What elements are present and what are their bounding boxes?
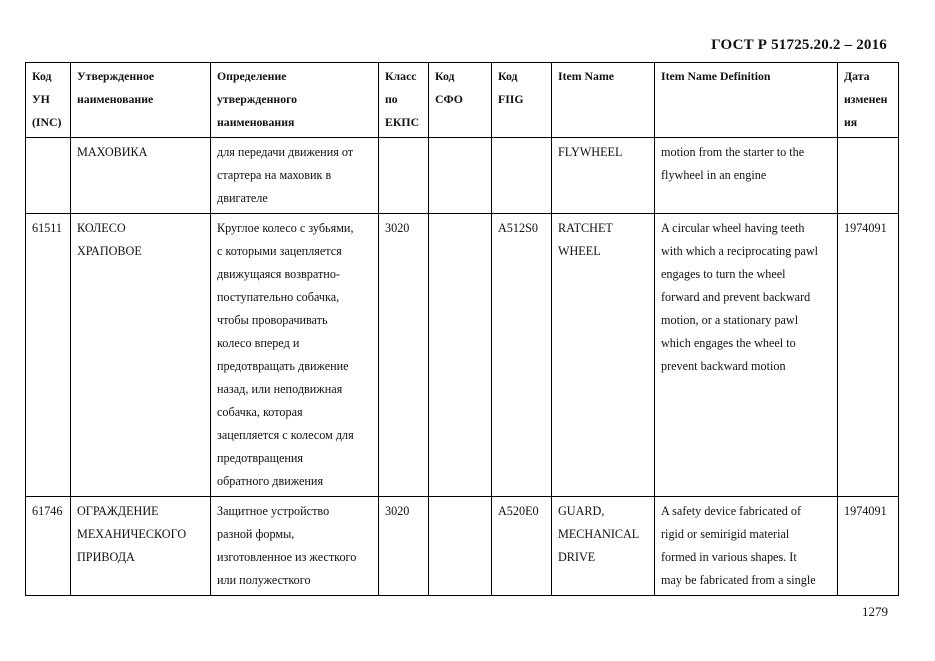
cell-inc (26, 138, 71, 214)
cell-item-name-definition: A circular wheel having teeth with which a reciprocating pawl engages to turn the wheel forward and prevent backward motion, or a stationary pawl which engages the wheel to prevent backward motion (655, 214, 838, 497)
table-row (26, 138, 899, 214)
cell-fiig: A512S0 (492, 214, 552, 497)
cell-change-date (838, 138, 899, 214)
document-header: ГОСТ Р 51725.20.2 – 2016 (711, 37, 887, 53)
table-row (26, 497, 899, 596)
cell-item-name: GUARD, MECHANICAL DRIVE (552, 497, 655, 596)
cell-approved-name: КОЛЕСО ХРАПОВОЕ (71, 214, 211, 497)
cell-change-date: 1974091 (838, 214, 899, 497)
cell-inc: 61746 (26, 497, 71, 596)
col-header-definition: Определение утвержденного наименования (211, 63, 379, 138)
cell-change-date: 1974091 (838, 497, 899, 596)
cell-item-name-definition: motion from the starter to the flywheel in an engine (655, 138, 838, 214)
col-header-approved-name: Утвержденное наименование (71, 63, 211, 138)
cell-definition: Защитное устройство разной формы, изготовленное из жесткого или полужесткого (211, 497, 379, 596)
cell-class (379, 138, 429, 214)
cell-class: 3020 (379, 214, 429, 497)
nomenclature-table (25, 62, 899, 596)
cell-item-name: RATCHET WHEEL (552, 214, 655, 497)
cell-inc: 61511 (26, 214, 71, 497)
cell-sfo (429, 214, 492, 497)
cell-class: 3020 (379, 497, 429, 596)
col-header-class: Класс по ЕКПС (379, 63, 429, 138)
col-header-item-name: Item Name (552, 63, 655, 138)
table-row (26, 214, 899, 497)
cell-sfo (429, 138, 492, 214)
cell-fiig (492, 138, 552, 214)
cell-definition: для передачи движения от стартера на маховик в двигателе (211, 138, 379, 214)
cell-fiig: A520E0 (492, 497, 552, 596)
cell-approved-name: ОГРАЖДЕНИЕ МЕХАНИЧЕСКОГО ПРИВОДА (71, 497, 211, 596)
col-header-item-name-definition: Item Name Definition (655, 63, 838, 138)
cell-approved-name: МАХОВИКА (71, 138, 211, 214)
col-header-fiig: Код FIIG (492, 63, 552, 138)
col-header-change-date: Дата изменен ия (838, 63, 899, 138)
cell-item-name: FLYWHEEL (552, 138, 655, 214)
page-number: 1279 (862, 604, 888, 619)
cell-sfo (429, 497, 492, 596)
cell-item-name-definition: A safety device fabricated of rigid or semirigid material formed in various shapes. It may be fabricated from a single (655, 497, 838, 596)
table-header-row (26, 63, 899, 138)
cell-definition: Круглое колесо с зубьями, с которыми зацепляется движущаяся возвратно- поступательно собачка, чтобы проворачивать колесо вперед и предотвращать движение назад, или неподвижная собачка, которая зацепляется с колесом для предотвращения обратного движения (211, 214, 379, 497)
col-header-inc: Код УН (INC) (26, 63, 71, 138)
col-header-sfo: Код СФО (429, 63, 492, 138)
